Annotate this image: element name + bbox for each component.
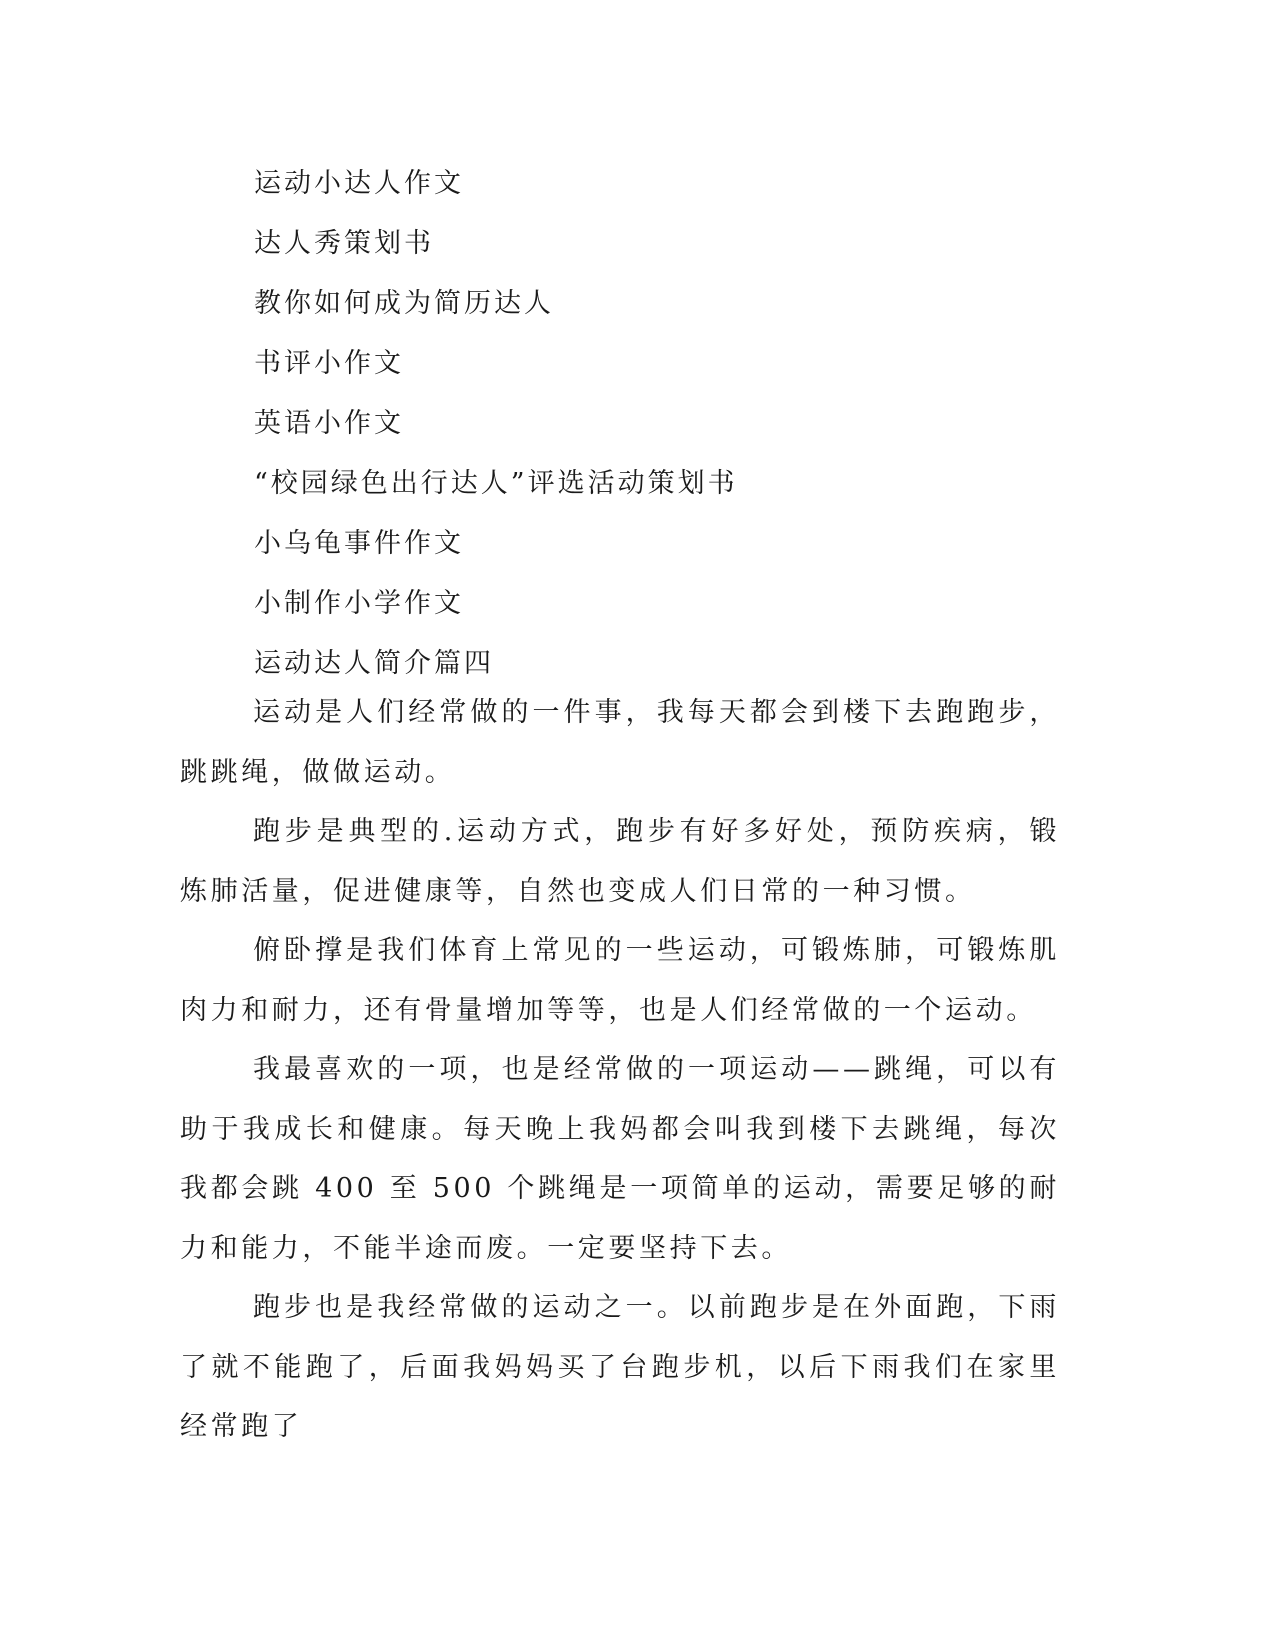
paragraph: 俯卧撑是我们体育上常见的一些运动，可锻炼肺，可锻炼肌肉力和耐力，还有骨量增加等等，也是人们经常做的一个运动。	[180, 935, 1060, 1026]
list-item: 英语小作文	[254, 408, 404, 439]
paragraph: 我最喜欢的一项，也是经常做的一项运动——跳绳，可以有助于我成长和健康。每天晚上我妈都会叫我到楼下去跳绳，每次我都会跳 400 至 500 个跳绳是一项简单的运动，需要足够的耐力和能力，不能半途而废。一定要坚持下去。	[180, 1054, 1060, 1264]
list-item: 小乌龟事件作文	[254, 528, 464, 559]
list-item: 教你如何成为简历达人	[254, 288, 554, 319]
paragraph: 运动是人们经常做的一件事，我每天都会到楼下去跑跑步，跳跳绳，做做运动。	[180, 697, 1060, 788]
list-item: 小制作小学作文	[254, 588, 464, 619]
list-item: 达人秀策划书	[254, 228, 434, 259]
paragraph: 跑步也是我经常做的运动之一。以前跑步是在外面跑，下雨了就不能跑了，后面我妈妈买了台跑步机，以后下雨我们在家里经常跑了	[180, 1292, 1060, 1442]
list-item: 书评小作文	[254, 348, 404, 379]
article-body	[180, 683, 1060, 1457]
related-articles-list	[254, 154, 1054, 694]
section-heading: 运动达人简介篇四	[254, 648, 494, 679]
list-item: “校园绿色出行达人”评选活动策划书	[254, 468, 738, 499]
paragraph: 跑步是典型的.运动方式，跑步有好多好处，预防疾病，锻炼肺活量，促进健康等，自然也变成人们日常的一种习惯。	[180, 816, 1060, 907]
list-item: 运动小达人作文	[254, 168, 464, 199]
